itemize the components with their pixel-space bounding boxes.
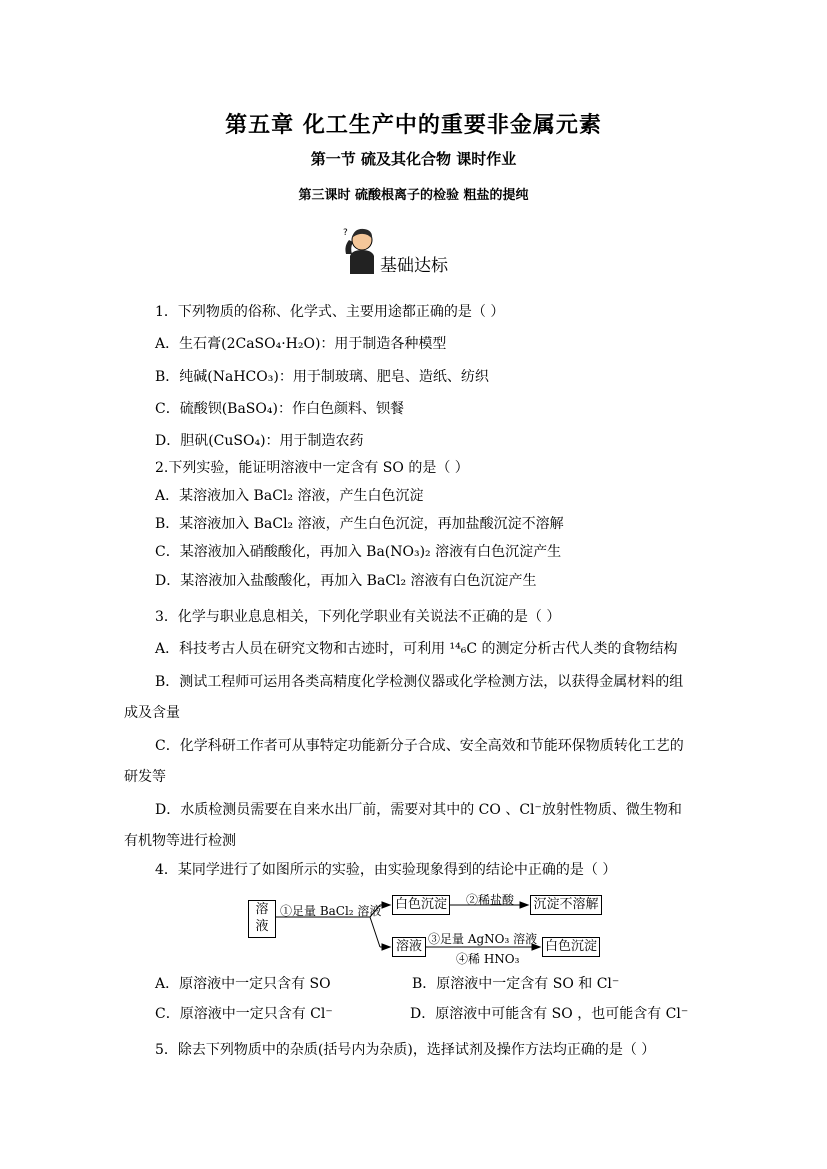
- diagram-step1-label: ①足量 BaCl₂ 溶液: [280, 904, 382, 918]
- thinking-person-icon: [340, 226, 380, 274]
- option: A．原溶液中一定只含有 SO: [155, 976, 331, 992]
- lesson-title: 第三课时 硫酸根离子的检验 粗盐的提纯: [298, 188, 529, 203]
- diagram-box-insoluble: 沉淀不溶解: [530, 895, 602, 915]
- badge-label: 基础达标: [380, 256, 448, 276]
- option: C．原溶液中一定只含有 Cl⁻: [155, 1006, 333, 1022]
- option: D．胆矾(CuSO₄)：用于制造农药: [155, 433, 364, 449]
- option: C．化学科研工作者可从事特定功能新分子合成、安全高效和节能环保物质转化工艺的: [155, 738, 684, 754]
- option: A．生石膏(2CaSO₄·H₂O)：用于制造各种模型: [155, 336, 447, 352]
- diagram-box-precipitate: 白色沉淀: [392, 895, 450, 915]
- option: C．硫酸钡(BaSO₄)：作白色颜料、钡餐: [155, 401, 404, 417]
- section-title: 第一节 硫及其化合物 课时作业: [310, 150, 517, 168]
- option: B．某溶液加入 BaCl₂ 溶液，产生白色沉淀，再加盐酸沉淀不溶解: [155, 516, 564, 532]
- option: B．纯碱(NaHCO₃)：用于制玻璃、肥皂、造纸、纺织: [155, 369, 489, 385]
- option-continued: 研发等: [124, 769, 166, 785]
- diagram-step4-label: ④稀 HNO₃: [456, 952, 520, 966]
- flow-diagram: [248, 892, 608, 966]
- option: B．测试工程师可运用各类高精度化学检测仪器或化学检测方法，以获得金属材料的组: [155, 674, 684, 690]
- option: A．某溶液加入 BaCl₂ 溶液，产生白色沉淀: [155, 488, 424, 504]
- svg-text:?: ?: [343, 228, 348, 238]
- option: D．水质检测员需要在自来水出厂前，需要对其中的 CO 、Cl⁻放射性物质、微生物和: [155, 802, 682, 818]
- option: D．原溶液中可能含有 SO ，也可能含有 Cl⁻: [410, 1006, 689, 1022]
- option: D．某溶液加入盐酸酸化，再加入 BaCl₂ 溶液有白色沉淀产生: [155, 573, 537, 589]
- question-stem: 5．除去下列物质中的杂质(括号内为杂质)，选择试剂及操作方法均正确的是（ ）: [155, 1042, 656, 1058]
- diagram-step3-label: ③足量 AgNO₃ 溶液: [428, 932, 538, 946]
- chapter-title: 第五章 化工生产中的重要非金属元素: [225, 112, 602, 138]
- badge: [340, 226, 470, 274]
- option: B．原溶液中一定含有 SO 和 Cl⁻: [412, 976, 620, 992]
- question-stem: 4．某同学进行了如图所示的实验，由实验现象得到的结论中正确的是（ ）: [155, 862, 617, 878]
- option: A．科技考古人员在研究文物和古迹时，可利用 ¹⁴₆C 的测定分析古代人类的食物结构: [155, 641, 678, 657]
- question-stem: 3．化学与职业息息相关，下列化学职业有关说法不正确的是（ ）: [155, 609, 561, 625]
- diagram-box-solution: 溶液: [392, 937, 426, 957]
- diagram-step2-label: ②稀盐酸: [466, 893, 515, 907]
- option: C．某溶液加入硝酸酸化，再加入 Ba(NO₃)₂ 溶液有白色沉淀产生: [155, 544, 562, 560]
- option-continued: 成及含量: [124, 705, 180, 721]
- option-continued: 有机物等进行检测: [124, 833, 236, 849]
- diagram-box-white-precipitate: 白色沉淀: [542, 937, 600, 957]
- question-stem: 1．下列物质的俗称、化学式、主要用途都正确的是（ ）: [155, 304, 505, 320]
- question-stem: 2.下列实验，能证明溶液中一定含有 SO 的是（ ）: [155, 460, 469, 476]
- diagram-start-box: 溶液: [248, 900, 276, 938]
